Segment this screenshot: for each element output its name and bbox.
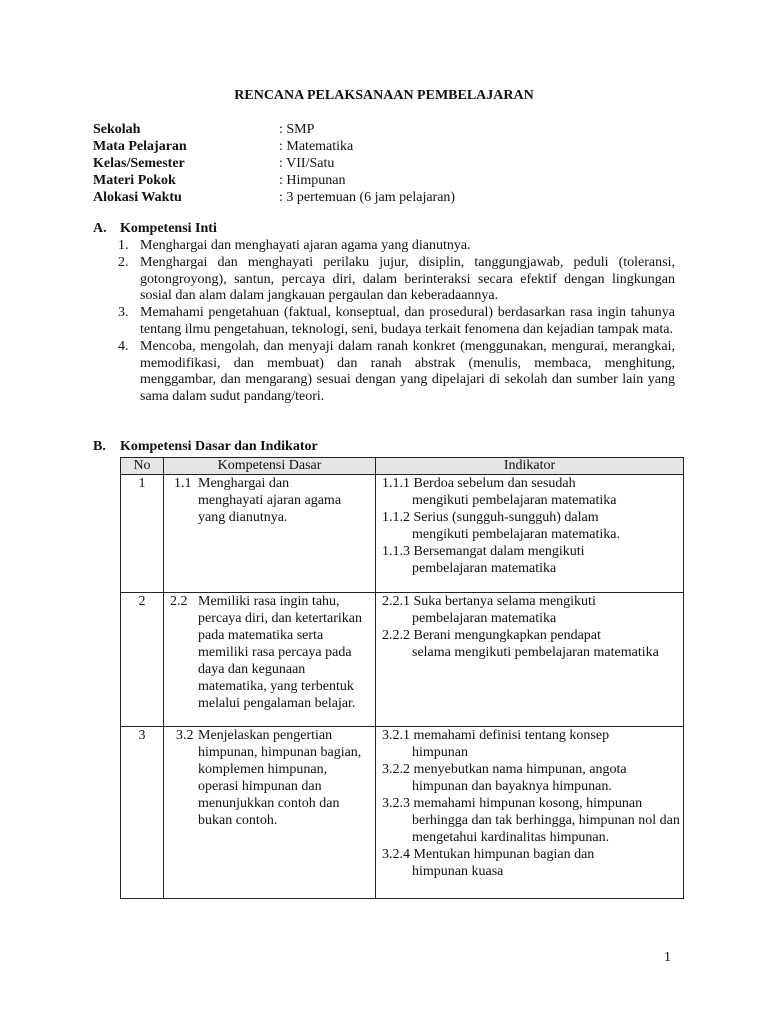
header-no: No: [121, 458, 164, 475]
list-item: [118, 255, 675, 305]
indikator-cell: [376, 727, 684, 899]
kompetensi-dasar-cell: [164, 727, 376, 899]
list-item: [118, 305, 675, 339]
info-row-kelas-semester: [93, 155, 455, 172]
indicator-item: [382, 593, 683, 627]
indicator-first-line: 1.1.2 Serius (sungguh-sungguh) dalam: [382, 510, 599, 525]
indicator-item: [382, 509, 683, 543]
indicator-item: [382, 543, 683, 577]
info-value: : Matematika: [279, 139, 354, 154]
indicator-list: [376, 727, 683, 880]
indicator-item: [382, 846, 683, 880]
info-key: Alokasi Waktu: [93, 190, 182, 205]
kd-continuation: menghayati ajaran agama yang dianutnya.: [198, 493, 342, 525]
indicator-continuation: mengikuti pembelajaran matematika.: [412, 527, 620, 542]
row-number: 2: [121, 593, 164, 727]
document-title: RENCANA PELAKSANAAN PEMBELAJARAN: [234, 88, 534, 103]
info-row-sekolah: [93, 121, 455, 138]
kd-first-line: [168, 727, 369, 744]
indicator-continuation: himpunan kuasa: [412, 864, 504, 879]
indicator-first-line: 2.2.2 Berani mengungkapkan pendapat: [382, 628, 601, 643]
indicator-continuation: selama mengikuti pembelajaran matematika: [412, 645, 659, 660]
section-b-heading: [93, 439, 318, 455]
list-item-text: Mencoba, mengolah, dan menyaji dalam ranah konkret (menggunakan, mengurai, merangkai, memodifikasi, dan membuat) dan ranah abstrak (menulis, membaca, menghitung, menggambar, dan mengarang) sesuai dengan yang dipelajari di sekolah dan sumber lain yang sama dalam sudut pandang/teori.: [140, 338, 675, 405]
info-value: : VII/Satu: [279, 156, 335, 171]
list-item: [118, 238, 675, 255]
kd-text: [164, 475, 375, 526]
kompetensi-dasar-table: [120, 457, 684, 899]
list-item-number: 1.: [118, 238, 129, 253]
indicator-first-line: 3.2.3 memahami himpunan kosong, himpunan: [382, 796, 643, 811]
indicator-list: [376, 593, 683, 661]
row-number: 1: [121, 475, 164, 593]
indicator-first-line: 2.2.1 Suka bertanya selama mengikuti: [382, 594, 596, 609]
section-letter: B.: [93, 439, 106, 454]
indicator-list: [376, 475, 683, 577]
section-title: Kompetensi Dasar dan Indikator: [120, 439, 318, 454]
indicator-continuation: pembelajaran matematika: [412, 611, 557, 626]
indicator-continuation: berhingga dan tak berhingga, himpunan nol dan mengetahui kardinalitas himpunan.: [412, 813, 680, 845]
kd-number: 2.2: [170, 594, 188, 609]
table-header-row: [121, 458, 684, 475]
indicator-first-line: 1.1.1 Berdoa sebelum dan sesudah: [382, 476, 576, 491]
indicator-first-line: 3.2.2 menyebutkan nama himpunan, angota: [382, 762, 627, 777]
list-item-number: 4.: [118, 338, 129, 354]
kd-first-text: Menghargai dan: [198, 476, 290, 491]
section-title: Kompetensi Inti: [120, 221, 217, 236]
indicator-item: [382, 761, 683, 795]
list-item-text: Menghargai dan menghayati perilaku jujur, disiplin, tanggungjawab, peduli (toleransi, gotongroyong), santun, percaya diri, dalam berinteraksi secara efektif dengan lingkungan sosial dan alam dalam jangkauan pergaulan dan keberadaannya.: [140, 254, 675, 304]
indicator-continuation: himpunan dan bayaknya himpunan.: [412, 779, 612, 794]
indicator-first-line: 3.2.1 memahami definisi tentang konsep: [382, 728, 610, 743]
section-letter: A.: [93, 221, 107, 236]
kd-number: 1.1: [174, 476, 192, 491]
page-number: 1: [664, 950, 671, 965]
info-row-materi-pokok: [93, 172, 455, 189]
kompetensi-dasar-cell: [164, 475, 376, 593]
indicator-item: [382, 627, 683, 661]
info-value: : Himpunan: [279, 173, 346, 188]
indikator-cell: [376, 593, 684, 727]
info-row-mata-pelajaran: [93, 138, 455, 155]
kd-first-text: Menjelaskan pengertian: [198, 728, 333, 743]
list-item-text: Memahami pengetahuan (faktual, konseptual, dan prosedural) berdasarkan rasa ingin tahunya tentang ilmu pengetahuan, teknologi, seni, budaya terkait fenomena dan kejadian tampak mata.: [140, 305, 675, 337]
indicator-continuation: pembelajaran matematika: [412, 561, 557, 576]
table-row: [121, 475, 684, 593]
kd-first-line: [168, 593, 369, 610]
list-item-number: 2.: [118, 254, 129, 270]
indicator-item: [382, 795, 683, 846]
section-a-heading: [93, 221, 217, 237]
kd-continuation: percaya diri, dan ketertarikan pada matematika serta memiliki rasa percaya pada daya dan kegunaan matematika, yang terbentuk melalui pengalaman belajar.: [198, 611, 363, 711]
table-row: [121, 593, 684, 727]
kompetensi-dasar-cell: [164, 593, 376, 727]
info-row-alokasi-waktu: [93, 189, 455, 206]
info-key: Materi Pokok: [93, 173, 176, 188]
row-number: 3: [121, 727, 164, 899]
indicator-continuation: mengikuti pembelajaran matematika: [412, 493, 617, 508]
kompetensi-inti-list: [118, 238, 675, 406]
indicator-item: [382, 475, 683, 509]
kd-continuation: himpunan, himpunan bagian, komplemen himpunan, operasi himpunan dan menunjukkan contoh dan bukan contoh.: [198, 745, 362, 828]
kd-first-text: Memiliki rasa ingin tahu,: [198, 594, 340, 609]
info-key: Kelas/Semester: [93, 156, 185, 171]
header-indikator: Indikator: [376, 458, 684, 475]
kd-text: [164, 593, 375, 712]
list-item: [118, 339, 675, 406]
table-row: [121, 727, 684, 899]
indikator-cell: [376, 475, 684, 593]
info-key: Mata Pelajaran: [93, 139, 187, 154]
info-key: Sekolah: [93, 122, 141, 137]
indicator-item: [382, 727, 683, 761]
info-value: : SMP: [279, 122, 315, 137]
info-value: : 3 pertemuan (6 jam pelajaran): [279, 190, 456, 205]
kd-text: [164, 727, 375, 829]
indicator-first-line: 1.1.3 Bersemangat dalam mengikuti: [382, 544, 585, 559]
info-block: [93, 121, 455, 206]
kd-number: 3.2: [176, 728, 194, 743]
header-kompetensi-dasar: Kompetensi Dasar: [164, 458, 376, 475]
indicator-continuation: himpunan: [412, 745, 468, 760]
list-item-text: Menghargai dan menghayati ajaran agama yang dianutnya.: [140, 238, 471, 253]
list-item-number: 3.: [118, 305, 129, 321]
kd-first-line: [168, 475, 369, 492]
indicator-first-line: 3.2.4 Mentukan himpunan bagian dan: [382, 847, 595, 862]
